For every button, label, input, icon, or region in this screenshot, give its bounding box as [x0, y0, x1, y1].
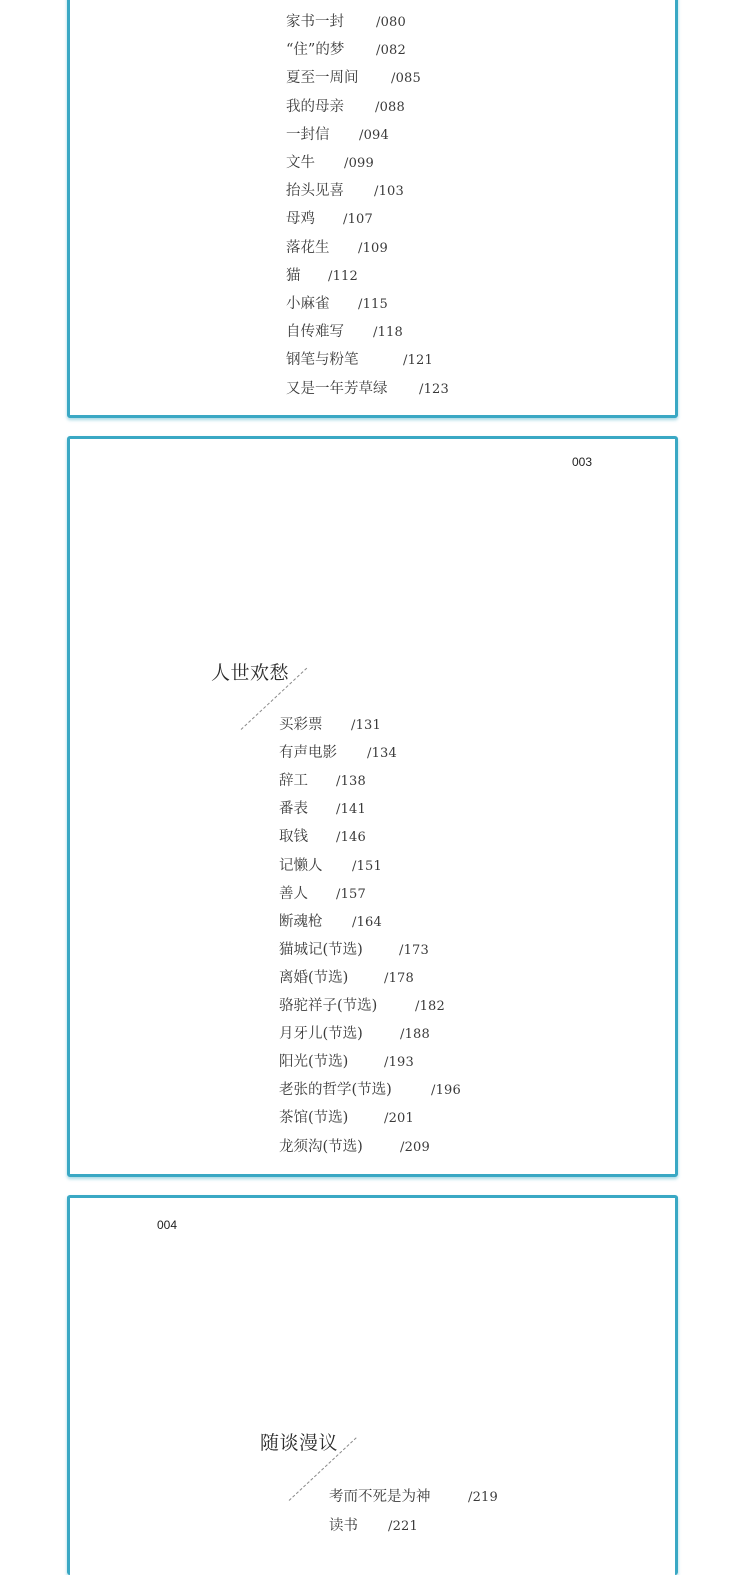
toc-entry: [329, 1517, 418, 1535]
entry-title: 骆驼祥子(节选): [279, 998, 378, 1014]
entry-title: 月牙儿(节选): [279, 1026, 363, 1043]
entry-title: 茶馆(节选): [279, 1110, 349, 1127]
toc-entry: [286, 13, 406, 31]
entry-title: 落花生: [286, 239, 330, 256]
entry-title: 猫: [286, 267, 301, 284]
entry-title: 辞工: [279, 773, 308, 790]
entry-page-number: /131: [351, 718, 381, 733]
toc-entry: [279, 941, 429, 959]
entry-page-number: /209: [400, 1139, 430, 1155]
entry-title: 番表: [279, 801, 308, 818]
entry-page-number: /134: [367, 746, 397, 762]
toc-page-3: [67, 1195, 678, 1575]
entry-page-number: /082: [376, 43, 406, 59]
toc-entry: [286, 182, 404, 200]
entry-page-number: /196: [431, 1083, 461, 1099]
toc-entry: [286, 98, 405, 116]
entry-title: 文牛: [286, 155, 315, 171]
entry-title: 钢笔与粉笔: [286, 352, 359, 369]
toc-page-1: [67, 0, 678, 418]
entry-page-number: /123: [419, 381, 449, 397]
entry-page-number: /173: [399, 942, 429, 958]
entry-title: 小麻雀: [286, 296, 330, 312]
entry-title: 断魂枪: [279, 913, 323, 930]
entry-page-number: /103: [374, 184, 404, 200]
entry-page-number: /121: [403, 353, 433, 369]
toc-entry: [286, 323, 403, 341]
entry-title: 记懒人: [279, 857, 323, 874]
page-number: 004: [157, 1218, 178, 1232]
entry-page-number: /178: [384, 970, 414, 986]
toc-entry: [279, 1025, 430, 1043]
entry-title: 取钱: [279, 829, 308, 846]
entry-title: “住”的梦: [286, 42, 345, 59]
toc-entry: [279, 857, 382, 875]
entry-page-number: /107: [343, 212, 373, 228]
entry-title: 老张的哲学(节选): [279, 1082, 392, 1099]
entry-page-number: /182: [415, 999, 445, 1014]
entry-page-number: /118: [373, 325, 403, 341]
toc-entry: [279, 744, 397, 762]
entry-title: 又是一年芳草绿: [286, 380, 388, 397]
entry-title: 买彩票: [279, 717, 323, 733]
toc-entry: [279, 1053, 414, 1071]
entry-title: 一封信: [286, 126, 330, 143]
entry-page-number: /151: [352, 858, 382, 874]
entry-page-number: /080: [376, 15, 406, 30]
toc-entry: [286, 239, 388, 257]
toc-entry: [286, 69, 421, 87]
toc-entry: [279, 1138, 430, 1156]
toc-entry: [286, 126, 389, 144]
entry-title: 我的母亲: [286, 98, 344, 115]
entry-page-number: /219: [468, 1490, 498, 1505]
entry-title: 龙须沟(节选): [279, 1138, 363, 1155]
toc-entry: [286, 267, 358, 285]
toc-page-2: [67, 436, 678, 1177]
toc-entry: [279, 1081, 461, 1099]
entry-page-number: /141: [336, 802, 366, 818]
toc-entry: [286, 154, 374, 172]
entry-page-number: /164: [352, 914, 382, 930]
entry-title: 抬头见喜: [286, 183, 344, 200]
entry-title: 夏至一周间: [286, 70, 359, 87]
entry-page-number: /193: [384, 1055, 414, 1071]
entry-page-number: /221: [388, 1518, 418, 1534]
toc-entry: [279, 913, 382, 931]
toc-entry: [279, 772, 366, 790]
entry-title: 阳光(节选): [279, 1054, 349, 1071]
entry-title: 善人: [279, 885, 308, 902]
entry-page-number: /109: [358, 240, 388, 256]
page-number: 003: [572, 455, 593, 469]
toc-entry: [279, 716, 381, 734]
toc-entry: [279, 969, 414, 987]
toc-entry: [279, 997, 445, 1015]
entry-page-number: /088: [375, 99, 405, 115]
entry-page-number: /085: [391, 71, 421, 87]
toc-entry: [279, 885, 366, 903]
entry-title: 考而不死是为神: [329, 1489, 431, 1505]
entry-page-number: /099: [344, 156, 374, 171]
entry-title: 离婚(节选): [279, 969, 349, 986]
entry-page-number: /146: [336, 830, 366, 846]
toc-entry: [279, 828, 366, 846]
entry-title: 自传难写: [286, 324, 344, 341]
entry-title: 家书一封: [286, 14, 344, 30]
section-title: 随谈漫议: [260, 1432, 339, 1454]
entry-page-number: /112: [328, 268, 358, 284]
entry-title: 猫城记(节选): [279, 941, 363, 958]
entry-title: 读书: [329, 1517, 358, 1534]
entry-page-number: /115: [358, 297, 388, 312]
entry-page-number: /138: [336, 774, 366, 790]
entry-title: 有声电影: [279, 745, 337, 762]
toc-entry: [286, 41, 406, 59]
toc-entry: [279, 1109, 414, 1127]
toc-entry: [329, 1488, 498, 1506]
entry-page-number: /201: [384, 1111, 414, 1127]
entry-page-number: /094: [359, 127, 389, 143]
section-title: 人世欢愁: [211, 662, 290, 684]
toc-entry: [286, 295, 388, 313]
entry-title: 母鸡: [286, 211, 315, 228]
toc-entry: [279, 800, 366, 818]
entry-page-number: /157: [336, 886, 366, 902]
entry-page-number: /188: [400, 1027, 430, 1043]
toc-entry: [286, 351, 433, 369]
toc-entry: [286, 380, 449, 398]
toc-entry: [286, 210, 373, 228]
